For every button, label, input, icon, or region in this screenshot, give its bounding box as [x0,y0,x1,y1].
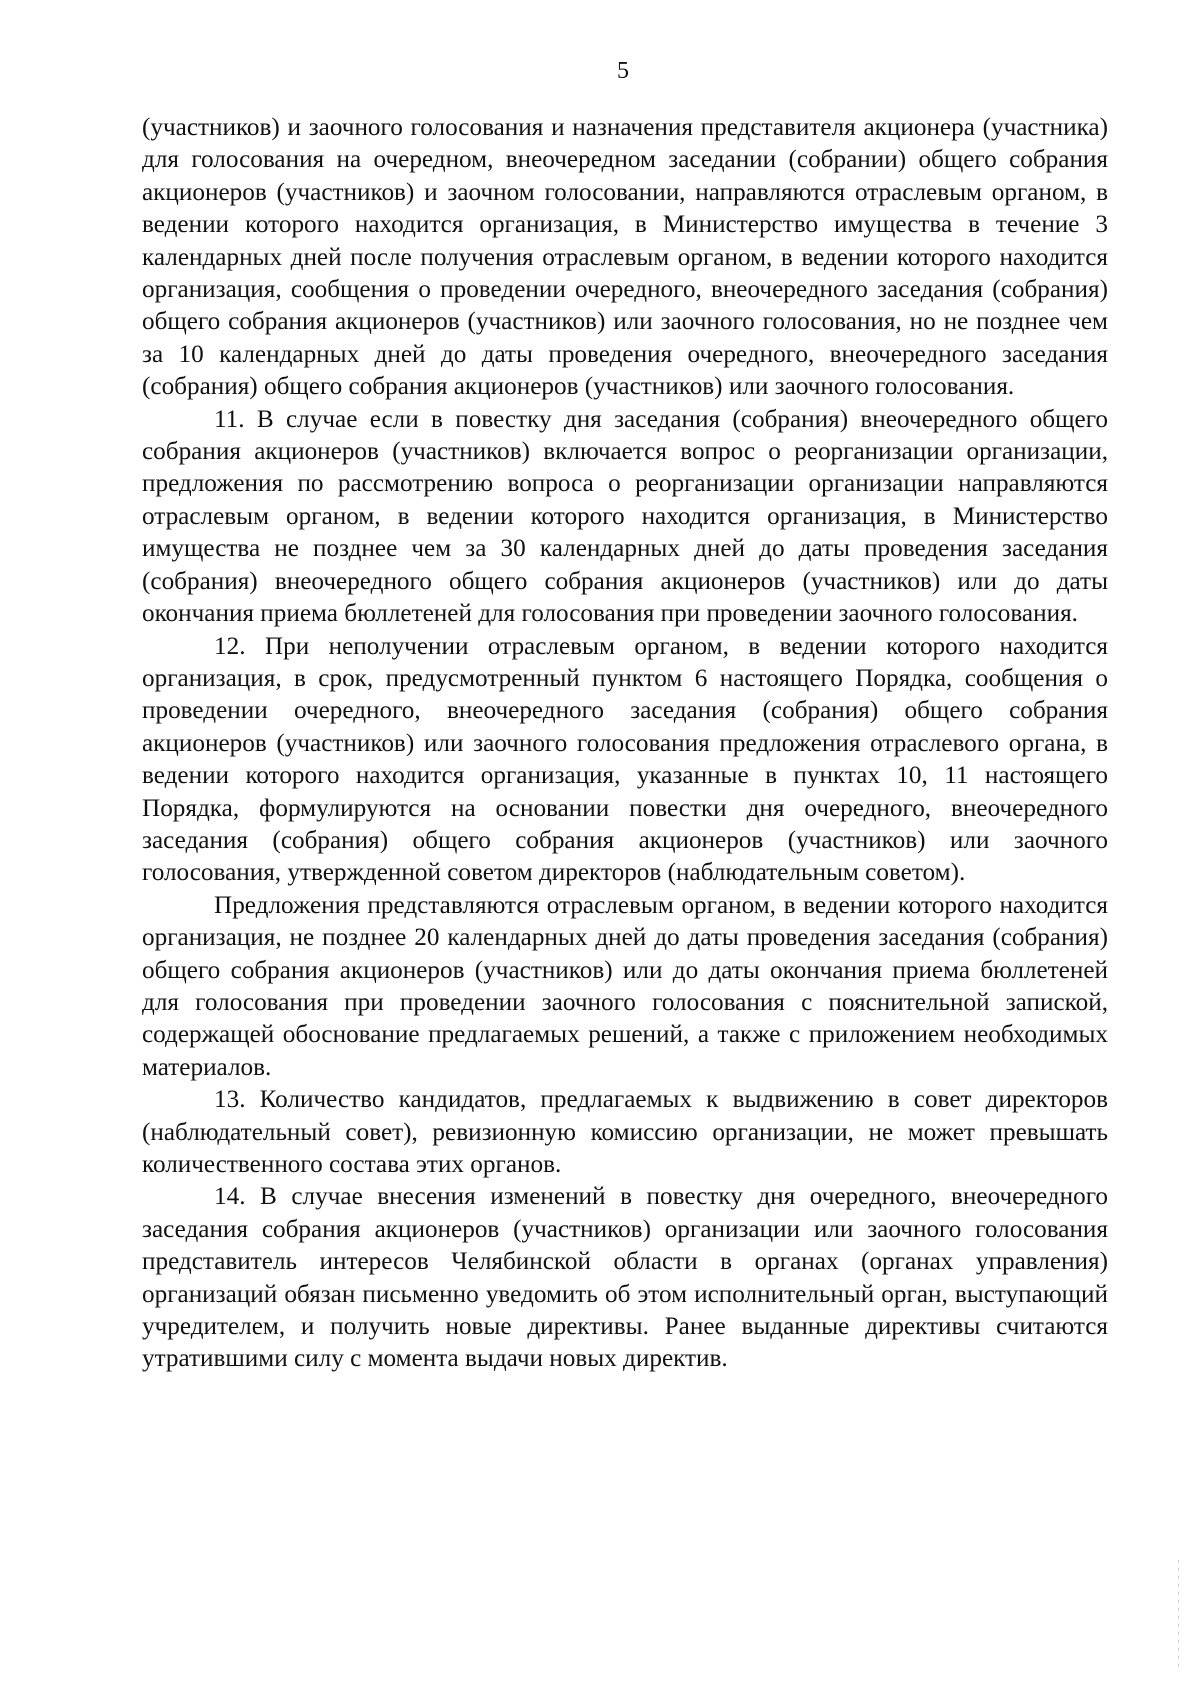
page-number: 5 [617,58,629,84]
paragraph-12: 12. При неполучении отраслевым органом, в ведении которого находится организация, в срок, предусмотренный пунктом 6 настоящего Порядка, сообщения о проведении очередного, внеочередного заседания (собрания) общего собрания акционеров (участников) или заочного голосования предложения отраслевого органа, в ведении которого находится организация, указанные в пунктах 10, 11 настоящего Порядка, формулируются на основании повестки дня очередного, внеочередного заседания (собрания) общего собрания акционеров (участников) или заочного голосования, утвержденной советом директоров (наблюдательным советом). [142,632,1108,887]
scan-edge-mark [1178,1560,1179,1670]
paragraph-11: 11. В случае если в повестку дня заседания (собрания) внеочередного общего собрания акционеров (участников) включается вопрос о реорганизации организации, предложения по рассмотрению вопроса о реорганизации организации направляются отраслевым органом, в ведении которого находится организация, в Министерство имущества не позднее чем за 30 календарных дней до даты проведения заседания (собрания) внеочередного общего собрания акционеров (участников) или до даты окончания приема бюллетеней для голосования при проведении заочного голосования. [142,405,1108,628]
paragraph-12-proposals: Предложения представляются отраслевым органом, в ведении которого находится организация, не позднее 20 календарных дней до даты проведения заседания (собрания) общего собрания акционеров (участников) или до даты окончания приема бюллетеней для голосования при проведении заочного голосования с пояснительной запиской, содержащей обоснование предлагаемых решений, а также с приложением необходимых материалов. [142,891,1108,1081]
paragraph-14: 14. В случае внесения изменений в повестку дня очередного, внеочередного заседания собрания акционеров (участников) организации или заочного голосования представитель интересов Челябинской области в органах (органах управления) организаций обязан письменно уведомить об этом исполнительный орган, выступающий учредителем, и получить новые директивы. Ранее выданные директивы считаются утратившими силу с момента выдачи новых директив. [142,1183,1108,1373]
paragraph-continuation: (участников) и заочного голосования и назначения представителя акционера (участника) для голосования на очередном, внеочередном заседании (собрании) общего собрания акционеров (участников) и заочном голосовании, направляются отраслевым органом, в ведении которого находится организация, в Министерство имущества в течение 3 календарных дней после получения отраслевым органом, в ведении которого находится организация, сообщения о проведении очередного, внеочередного заседания (собрания) общего собрания акционеров (участников) или заочного голосования, но не позднее чем за 10 календарных дней до даты проведения очередного, внеочередного заседания (собрания) общего собрания акционеров (участников) или заочного голосования. [142,114,1108,401]
paragraph-13: 13. Количество кандидатов, предлагаемых к выдвижению в совет директоров (наблюдательный совет), ревизионную комиссию организации, не может превышать количественного состава этих органов. [142,1086,1108,1178]
document-body [142,112,1108,1376]
